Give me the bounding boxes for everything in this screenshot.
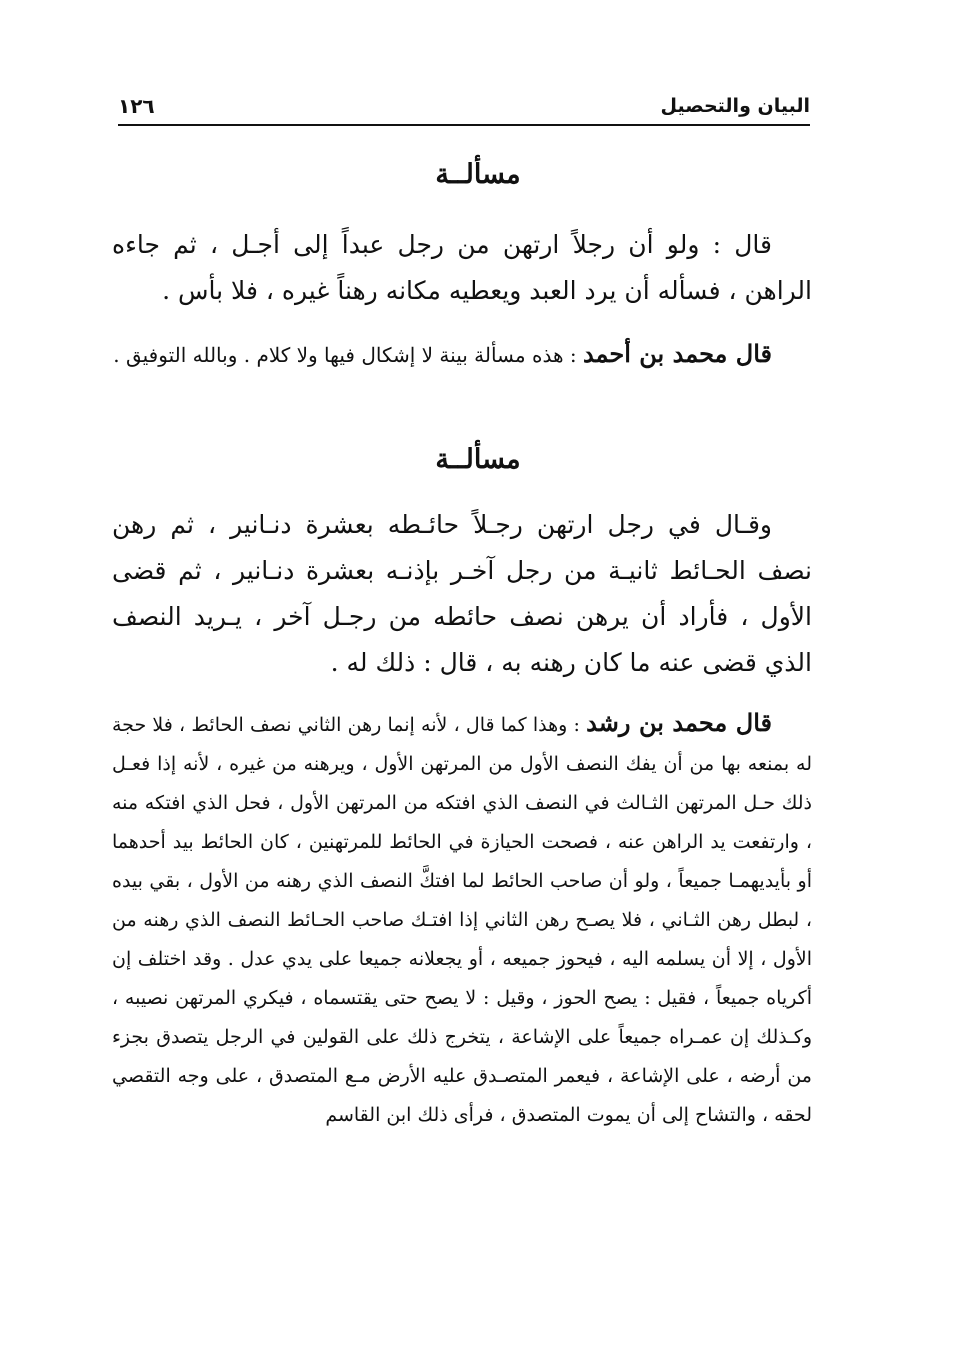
section-heading: مسألــة [435,159,521,190]
commentary-text: : وهذا كما قال ، لأنه إنما رهن الثاني نصف الحائط ، فلا حجة له بمنعه بها من أن يفك النصف الأول من المرتهن الأول ، ويرهنه من غيره ، لأنه إذا فعـل ذلك حـل المرتهن الثـالث في النصف الذي افتكه من المرتهن الأول ، فحل الذي افتكه منه ، وارتفعت يد الراهن عنه ، فصحت الحيازة في الحائط للمرتهنين ، كان الحائط بيد أحدهما أو بأيديهمـا جميعاً ، ولو أن صاحب الحائط لما افتكَّ النصف الذي رهنه من الأول ، بقي بيده ، لبطل رهن الثـاني ، فلا يصـح رهن الثاني إذا افتـك صاحب الحـائط النصف الذي رهنه من الأول ، إلا أن يسلمه اليه ، فيحوز جميعه ، أو يجعلانه جميعا على يدي عدل . وقد اختلف إن أكرياه جميعاً ، فقيل : يصح الحوز ، وقيل : لا يصح حتى يقتسماه ، فيكري المرتهن نصيبه ، وكـذلك إن عمـراه جميعاً على الإشاعة ، يتخرج ذلك على القولين في الرجل يتصدق بجزء من أرضه ، على الإشاعة ، فيعمر المتصـدق عليه الأرض مـع المتصدق ، على وجه التقصي لحقه ، والتشاح إلى أن يموت المتصدق ، فرأى ذلك ابن القاسم [112,714,812,1126]
running-title: البيان والتحصيل [660,95,810,117]
page-number: ١٢٦ [118,94,155,118]
page-header [118,92,810,126]
commentary-paragraph [112,333,812,376]
section-text: قال : ولو أن رجلاً ارتهن من رجل عبداً إلى أجـل ، ثم جاءه الراهن ، فسأله أن يرد العبد ويعطيه مكانه رهناً غيره ، فلا بأس . [112,230,812,305]
section-text: وقـال في رجل ارتهن رجـلاً حائـطه بعشرة دنـانير ، ثم رهن نصف الحـائط ثانيـة من رجل آخـر بإذنـه بعشرة دنـانير ، ثم قضى الأول ، فأراد أن يرهن نصف حائطه من رجـل آخر ، يـريد النصف الذي قضى عنه ما كان رهنه به ، قال : ذلك له . [112,510,812,677]
commentary-speaker: قال محمد بن أحمد [582,339,772,368]
commentary-text: : هذه مسألة بينة لا إشكال فيها ولا كلام . وبالله التوفيق . [113,343,583,367]
commentary-speaker: قال محمد بن رشد [586,708,773,737]
section-heading: مسألــة [435,444,521,475]
commentary-paragraph [112,703,812,1135]
